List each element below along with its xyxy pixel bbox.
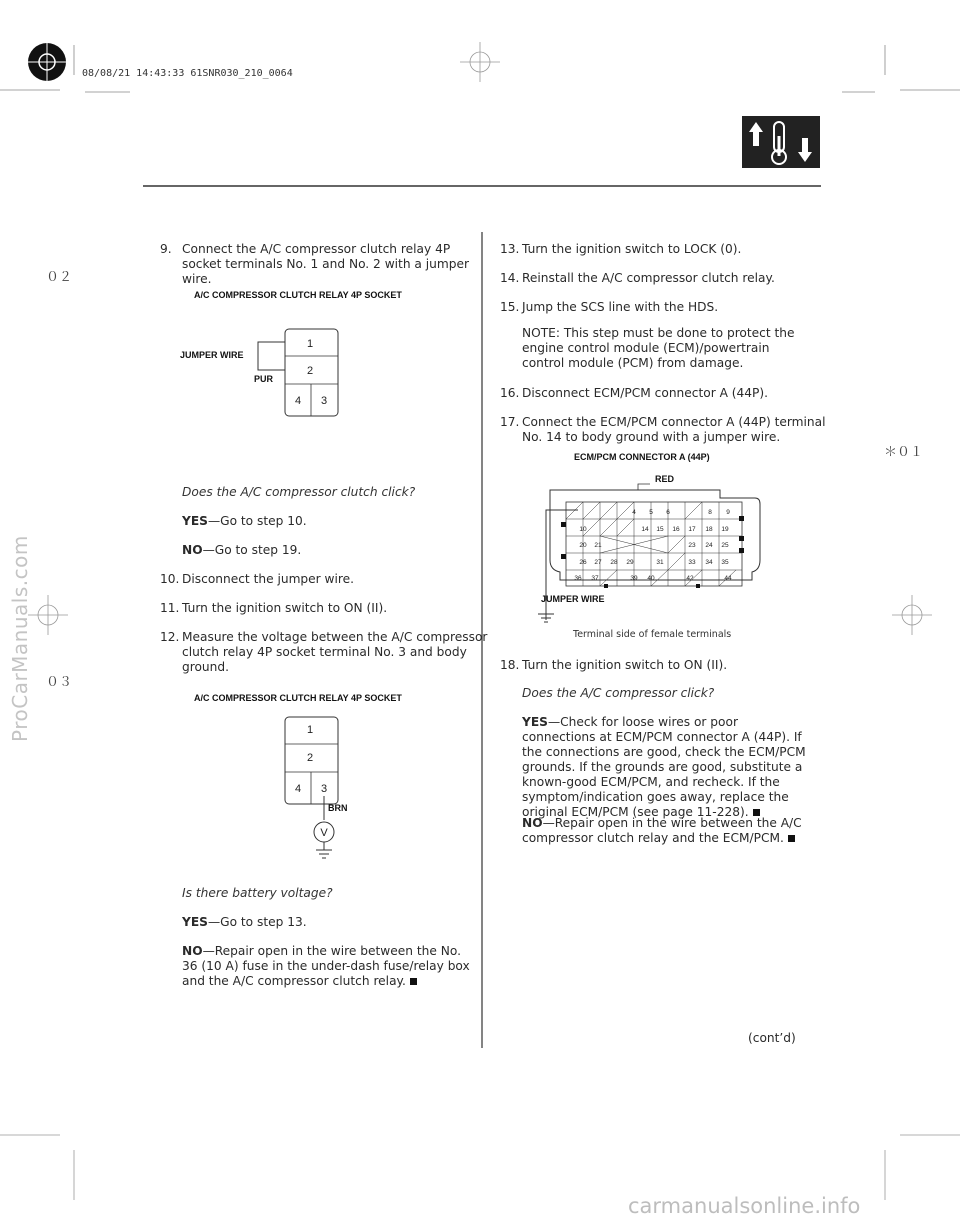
jumper-wire-label: JUMPER WIRE (541, 594, 605, 604)
terminal-2: 2 (306, 752, 314, 764)
question-2: Is there battery voltage? (182, 886, 333, 900)
pin-number: 42 (686, 575, 694, 582)
pin-number: 35 (721, 559, 729, 566)
pin-number: 29 (626, 559, 634, 566)
terminal-1: 1 (306, 724, 314, 736)
question-3: Does the A/C compressor click? (522, 686, 715, 700)
pin-number: 31 (656, 559, 664, 566)
side-mark: ＊０１ (884, 445, 924, 460)
registration-mark-icon (28, 43, 66, 81)
terminal-4: 4 (294, 783, 302, 795)
pin-number: 27 (594, 559, 602, 566)
step-9: 9. Connect the A/C compressor clutch relay 4P socket terminals No. 1 and No. 2 with a jumper wire. (160, 242, 469, 286)
pin-number: 37 (591, 575, 599, 582)
answer-yes-1: YES—Go to step 10. (182, 514, 307, 528)
registration-crosshair-icon (460, 42, 500, 82)
hvac-thermometer-icon (742, 116, 820, 168)
answer-yes-3: YES—Check for loose wires or poor connections at ECM/PCM connector A (44P). If the connections are good, check the ECM/PCM grounds. If the grounds are good, substitute a known-good ECM/PCM, and recheck. If the symptom/indication goes away, replace the original ECM/PCM (see page 11-228). (522, 715, 806, 819)
pin-number: 28 (610, 559, 618, 566)
pin-number: 14 (641, 526, 649, 533)
registration-crosshair-icon (892, 595, 932, 635)
answer-no-1: NO—Go to step 19. (182, 543, 302, 557)
continued-label: (cont’d) (748, 1031, 796, 1045)
pin-number: 39 (630, 575, 638, 582)
end-square-icon (788, 835, 795, 842)
side-mark: ０３ (46, 675, 73, 690)
pin-number: 33 (688, 559, 696, 566)
pin-number: 21 (594, 542, 602, 549)
end-square-icon (753, 809, 760, 816)
diagram3-title: ECM/PCM CONNECTOR A (44P) (574, 452, 710, 462)
answer-no-2: NO—Repair open in the wire between the No. 36 (10 A) fuse in the under-dash fuse/relay box and the A/C compressor clutch relay. (182, 944, 470, 988)
step-14: 14. Reinstall the A/C compressor clutch relay. (500, 271, 775, 285)
pin-number: 36 (574, 575, 582, 582)
step-13: 13. Turn the ignition switch to LOCK (0). (500, 242, 742, 256)
answer-yes-2: YES—Go to step 13. (182, 915, 307, 929)
pin-number: 16 (672, 526, 680, 533)
step-16: 16. Disconnect ECM/PCM connector A (44P). (500, 386, 769, 400)
step-17: 17. Connect the ECM/PCM connector A (44P) terminal No. 14 to body ground with a jumper wire. (500, 415, 826, 444)
terminal-4: 4 (294, 395, 302, 407)
side-mark: ０２ (46, 270, 73, 285)
ground-icon (536, 606, 556, 624)
pin-number: 24 (705, 542, 713, 549)
pin-number: 6 (666, 509, 670, 516)
diagram1-title: A/C COMPRESSOR CLUTCH RELAY 4P SOCKET (194, 290, 402, 300)
pin-number: 44 (724, 575, 732, 582)
jumper-wire-label: JUMPER WIRE (180, 350, 244, 360)
red-wire-label: RED (655, 474, 675, 484)
terminal-3: 3 (320, 783, 328, 795)
pin-number: 34 (705, 559, 713, 566)
voltmeter-symbol: V (320, 827, 328, 839)
relay-socket-diagram-2 (270, 708, 370, 868)
pin-number: 23 (688, 542, 696, 549)
brn-wire-label: BRN (328, 803, 348, 813)
pin-number: 9 (726, 509, 730, 516)
pin-number: 8 (708, 509, 712, 516)
watermark-bottom: carmanualsonline.info (628, 1194, 861, 1218)
end-square-icon (410, 978, 417, 985)
step-10: 10. Disconnect the jumper wire. (160, 572, 355, 586)
note: NOTE: This step must be done to protect the engine control module (ECM)/powertrain control module (PCM) from damage. (522, 326, 795, 370)
pin-number: 40 (647, 575, 655, 582)
terminal-1: 1 (306, 338, 314, 350)
pin-number: 15 (656, 526, 664, 533)
diagram3-caption: Terminal side of female terminals (573, 629, 732, 640)
pin-number: 25 (721, 542, 729, 549)
pin-number: 18 (705, 526, 713, 533)
step-18: 18. Turn the ignition switch to ON (II). (500, 658, 728, 672)
terminal-3: 3 (320, 395, 328, 407)
pin-number: 10 (579, 526, 587, 533)
watermark-side: ProCarManuals.com (8, 535, 32, 742)
pin-number: 26 (579, 559, 587, 566)
pin-number: 20 (579, 542, 587, 549)
pin-number: 4 (632, 509, 636, 516)
print-timestamp: 08/08/21 14:43:33 61SNR030_210_0064 (82, 68, 293, 79)
pin-number: 5 (649, 509, 653, 516)
pin-number: 19 (721, 526, 729, 533)
question-1: Does the A/C compressor clutch click? (182, 485, 416, 499)
step-11: 11. Turn the ignition switch to ON (II). (160, 601, 388, 615)
registration-crosshair-icon (28, 595, 68, 635)
answer-no-3: NO—Repair open in the wire between the A/C compressor clutch relay and the ECM/PCM. (522, 816, 802, 845)
diagram2-title: A/C COMPRESSOR CLUTCH RELAY 4P SOCKET (194, 693, 402, 703)
step-12: 12. Measure the voltage between the A/C compressor clutch relay 4P socket terminal No. 3 and body ground. (160, 630, 488, 674)
step-15: 15. Jump the SCS line with the HDS. (500, 300, 719, 314)
pin-number: 17 (688, 526, 696, 533)
pur-wire-label: PUR (254, 374, 274, 384)
terminal-2: 2 (306, 365, 314, 377)
